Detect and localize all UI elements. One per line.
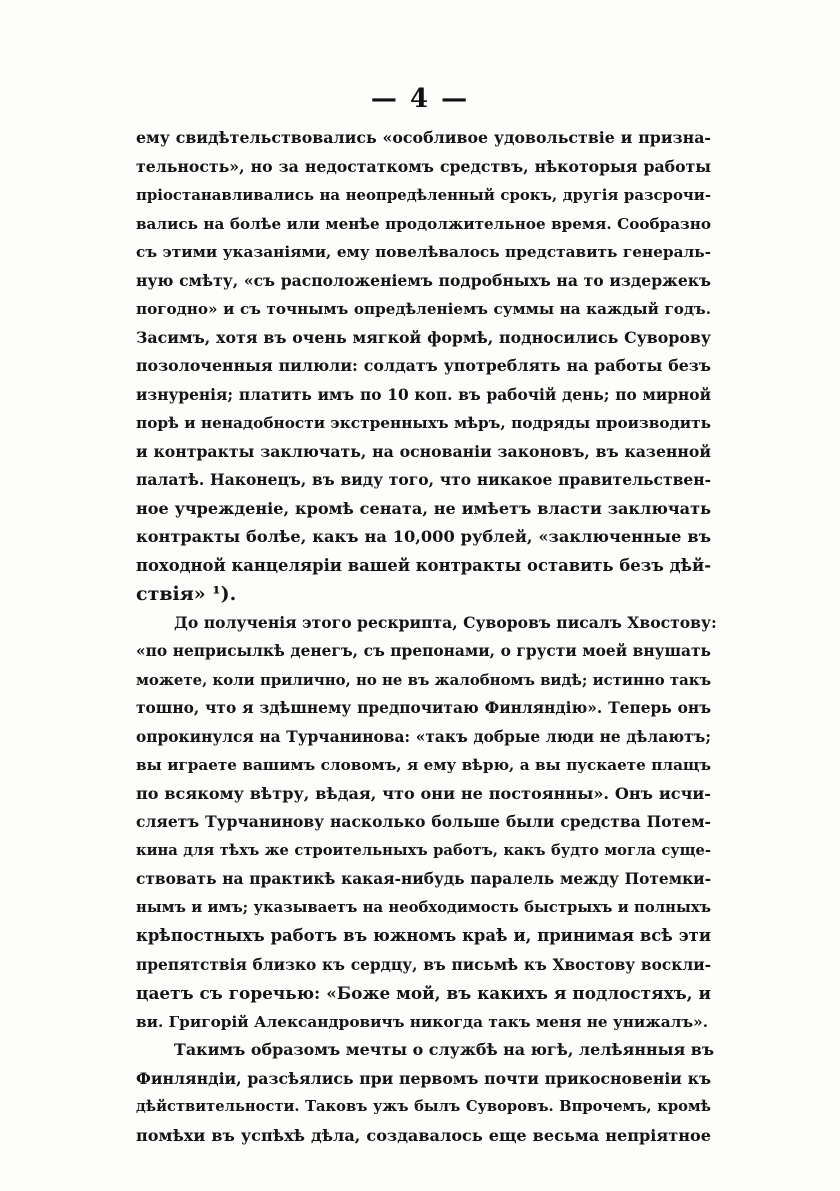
text-line: порѣ и ненадобности экстренныхъ мѣръ, подряды производить bbox=[136, 414, 711, 432]
text-line: ему свидѣтельствовались «особливое удовольствiе и призна- bbox=[136, 128, 711, 147]
text-line: сляетъ Турчанинову насколько больше были средства Потем- bbox=[136, 812, 711, 831]
text-line: «по неприсылкѣ денегъ, съ препонами, о грусти моей внушать bbox=[136, 642, 711, 660]
text-line: препятствiя близко къ сердцу, въ письмѣ къ Хвостову воскли- bbox=[136, 955, 711, 974]
text-line: можете, коли прилично, но не въ жалобномъ видѣ; истинно такъ bbox=[136, 670, 711, 689]
text-line: погодно» и съ точнымъ опредѣленiемъ суммы на каждый годъ. bbox=[136, 300, 711, 318]
text-line: крѣпостныхъ работъ въ южномъ краѣ и, принимая всѣ эти bbox=[136, 926, 711, 945]
text-line: изнуренiя; платить имъ по 10 коп. въ рабочiй день; по мирной bbox=[136, 385, 711, 404]
text-line: ствiя» ¹). bbox=[136, 583, 237, 605]
text-line: по всякому вѣтру, вѣдая, что они не постоянны». Онъ исчи- bbox=[136, 783, 711, 803]
text-line: прiостанавливались на неопредѣленный срокъ, другiя разсрочи- bbox=[136, 186, 711, 204]
text-line: До полученiя этого рескрипта, Суворовъ писалъ Хвостову: bbox=[174, 612, 717, 632]
text-line: нымъ и имъ; указываетъ на необходимость быстрыхъ и полныхъ bbox=[136, 898, 711, 916]
text-line: ствовать на практикѣ какая-нибудь паралель между Потемки- bbox=[136, 870, 711, 888]
body-text bbox=[136, 124, 717, 1150]
text-line: дѣйствительности. Таковъ ужъ былъ Суворовъ. Впрочемъ, кромѣ bbox=[136, 1098, 711, 1115]
text-line: вались на болѣе или менѣе продолжительное время. Сообразно bbox=[136, 214, 711, 233]
text-line: помѣхи въ успѣхѣ дѣла, создавалось еще весьма непрiятное bbox=[136, 1125, 711, 1145]
text-line: походной канцелярiи вашей контракты оставить безъ дѣй- bbox=[136, 555, 711, 575]
text-line: тошно, что я здѣшнему предпочитаю Финляндiю». Теперь онъ bbox=[136, 699, 711, 717]
page-number: — 4 — bbox=[370, 84, 470, 114]
text-line: ное учрежденiе, кромѣ сената, не имѣетъ власти заключать bbox=[136, 498, 711, 518]
text-line: съ этими указанiями, ему повелѣвалось представить генераль- bbox=[136, 243, 711, 261]
text-line: Такимъ образомъ мечты о службѣ на югѣ, лелѣянныя въ bbox=[174, 1040, 715, 1059]
text-line: контракты болѣе, какъ на 10,000 рублей, «заключенные въ bbox=[136, 527, 711, 546]
text-line: опрокинулся на Турчанинова: «такъ добрые люди не дѣлаютъ; bbox=[136, 727, 711, 746]
text-line: ную смѣту, «съ расположенiемъ подробныхъ на то издержекъ bbox=[136, 270, 711, 290]
text-line: тельность», но за недостаткомъ средствъ, нѣкоторыя работы bbox=[136, 156, 711, 176]
text-line: ви. Григорiй Александровичъ никогда такъ меня не унижалъ». bbox=[136, 1012, 709, 1031]
text-line: кина для тѣхъ же строительныхъ работъ, какъ будто могла суще- bbox=[136, 841, 711, 859]
text-line: палатѣ. Наконецъ, въ виду того, что никакое правительствен- bbox=[136, 470, 711, 489]
text-line: позолоченныя пилюли: солдатъ употреблять на работы безъ bbox=[136, 356, 711, 375]
text-line: цаетъ съ горечью: «Боже мой, въ какихъ я подлостяхъ, и bbox=[136, 983, 711, 1003]
text-line: Засимъ, хотя въ очень мягкой формѣ, подносились Суворову bbox=[136, 327, 711, 347]
text-line: Финляндiи, разсѣялись при первомъ почти прикосновенiи къ bbox=[136, 1068, 711, 1088]
text-line: вы играете вашимъ словомъ, я ему вѣрю, а вы пускаете плащъ bbox=[136, 756, 711, 774]
text-line: и контракты заключать, на основанiи законовъ, въ казенной bbox=[136, 441, 711, 461]
